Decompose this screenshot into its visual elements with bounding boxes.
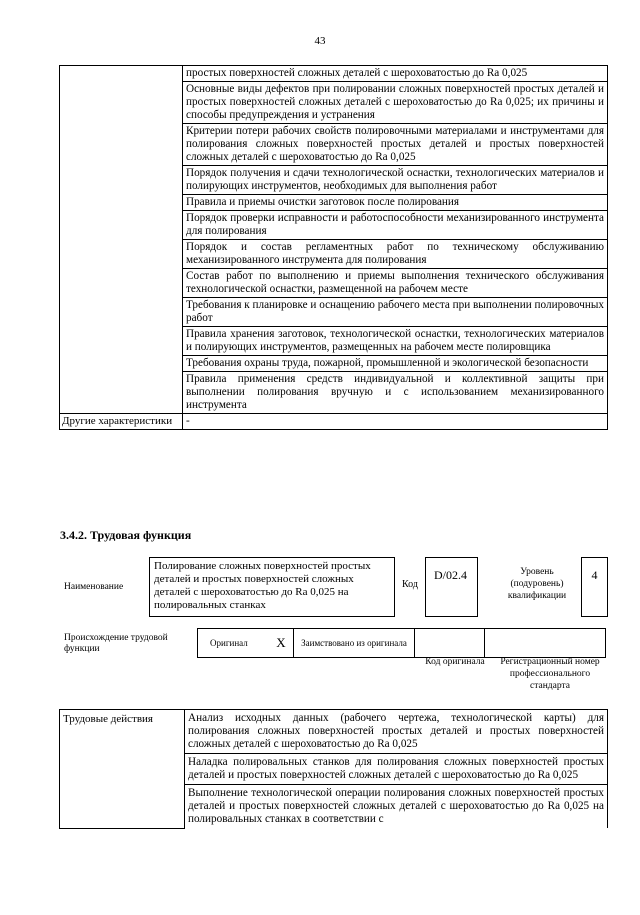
reg-number-cell [485, 629, 606, 658]
knowledge-row: Порядок и состав регламентных работ по техническому обслуживанию механизированного инструмента для полирования [183, 240, 608, 269]
knowledge-row: простых поверхностей сложных деталей с шероховатостью до Ra 0,025 [183, 66, 608, 82]
other-characteristics-value: - [183, 414, 608, 430]
section-title: 3.4.2. Трудовая функция [60, 528, 192, 542]
labor-action-row: Выполнение технологической операции полирования сложных поверхностей простых деталей и простых поверхностей сложных деталей с шероховатостью до Ra 0,025 на полировальных станках в соответствии с [185, 785, 608, 829]
name-label: Наименование [64, 582, 124, 592]
knowledge-row: Требования к планировке и оснащению рабочего места при выполнении полировочных работ [183, 298, 608, 327]
origin-table [197, 628, 606, 658]
knowledge-row: Правила применения средств индивидуальной и коллективной защиты при выполнении полирования вручную и с использованием механизированного инструмента [183, 372, 608, 414]
knowledge-row: Порядок получения и сдачи технологической оснастки, технологических материалов и полирующих инструментов, необходимых для выполнения работ [183, 166, 608, 195]
reg-number-label: Регистрационный номер профессионального стандарта [500, 657, 600, 691]
origin-code-cell [415, 629, 485, 658]
origin-label: Происхождение трудовой функции [64, 633, 168, 654]
original-mark: X [269, 629, 294, 658]
knowledge-row: Правила и приемы очистки заготовок после полирования [183, 195, 608, 211]
original-label: Оригинал [198, 629, 270, 658]
knowledge-row: Требования охраны труда, пожарной, промышленной и экологической безопасности [183, 356, 608, 372]
labor-actions-label: Трудовые действия [60, 710, 185, 829]
knowledge-label-cell [60, 66, 183, 414]
level-label: Уровень (подуровень) квалификации [507, 567, 567, 601]
code-box: D/02.4 [425, 557, 478, 617]
knowledge-table [59, 65, 608, 430]
knowledge-row: Основные виды дефектов при полировании сложных поверхностей простых деталей и простых поверхностей сложных деталей с шероховатостью до Ra 0,025; их причины и способы предупреждения и устранения [183, 82, 608, 124]
labor-action-row: Анализ исходных данных (рабочего чертежа, технологической карты) для полирования сложных поверхностей простых деталей и простых поверхностей сложных деталей с шероховатостью до Ra 0,025 [185, 710, 608, 754]
knowledge-row: Состав работ по выполнению и приемы выполнения технического обслуживания технологической оснастки, размещенной на рабочем месте [183, 269, 608, 298]
borrowed-label: Заимствовано из оригинала [294, 629, 415, 658]
function-name-box: Полирование сложных поверхностей простых деталей и простых поверхностей сложных деталей с шероховатостью до Ra 0,025 на полировальных станках [149, 557, 395, 617]
level-box: 4 [581, 557, 608, 617]
other-characteristics-label: Другие характеристики [60, 414, 183, 430]
origin-code-label: Код оригинала [425, 657, 485, 667]
knowledge-row: Критерии потери рабочих свойств полировочными материалами и инструментами для полирования сложных поверхностей простых деталей и простых поверхностей сложных деталей с шероховатостью до Ra 0,025 [183, 124, 608, 166]
page-number: 43 [314, 35, 326, 47]
knowledge-row: Правила хранения заготовок, технологической оснастки, технологических материалов и полирующих инструментов, размещенных на рабочем месте полировщика [183, 327, 608, 356]
knowledge-row: Порядок проверки исправности и работоспособности механизированного инструмента для полирования [183, 211, 608, 240]
labor-action-row: Наладка полировальных станков для полирования сложных поверхностей простых деталей и простых поверхностей сложных деталей с шероховатостью до Ra 0,025 [185, 754, 608, 785]
code-label: Код [402, 579, 418, 590]
labor-actions-table [59, 709, 608, 829]
